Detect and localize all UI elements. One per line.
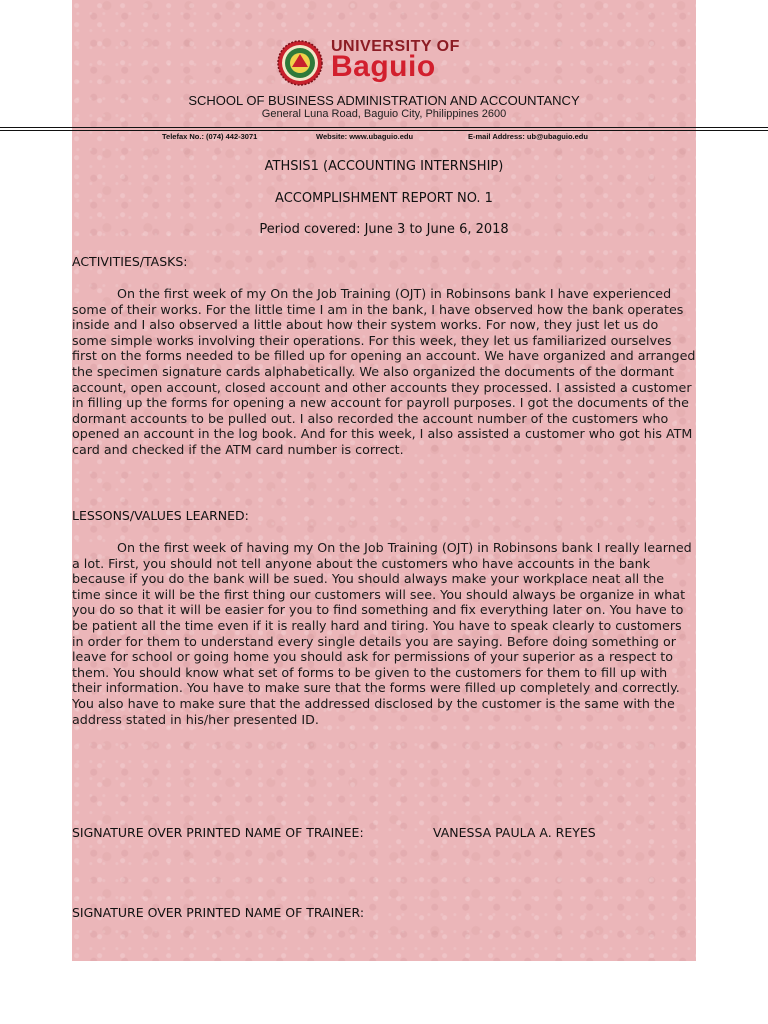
lessons-paragraph: On the first week of having my On the Job Training (OJT) in Robinsons bank I really learned a lot. First, you should not tell anyone about the customers who have accounts in the bank because if you do the bank will be sued. You should always make your workplace neat all the time since it will be the first thing our customers will see. You should always be organize in what you do so that it will be easier for you to find something and fix everything later on. You have to be patient all the time even if it is really hard and tiring. You have to speak clearly to customers in order for them to understand every single details you are saying. Before doing something or leave for school or going home you should ask for permissions of your superior as a respect to them. You should know what set of forms to be given to the customers for them to fill up with their information. You have to make sure that the forms were filled up completely and correctly. You also have to make sure that the addressed disclosed by the customer is the same with the address stated in his/her presented ID. (72, 540, 692, 727)
university-seal-icon (277, 40, 323, 86)
activities-paragraph: On the first week of my On the Job Training (OJT) in Robinsons bank I have experienced some of their works. For the little time I am in the bank, I have observed how the bank operates inside and I also observed a little about how their system works. For now, they just let us do some simple works involving their operations. For this week, they let us familiarized ourselves first on the forms needed to be filled up for opening an account. We have organized and arranged the specimen signature cards alphabetically. We also organized the documents of the dormant account, open account, closed account and other accounts they processed. I assisted a customer in filling up the forms for opening a new account for payroll purposes. I got the documents of the dormant accounts to be pulled out. I also recorded the account number of the customers who opened an account in the log book. And for this week, I also assisted a customer who got his ATM card and checked if the ATM card number is correct. (72, 286, 696, 457)
document-page (72, 0, 696, 961)
course-title: ATHSIS1 (ACCOUNTING INTERNSHIP) (264, 159, 504, 174)
telefax-number: Telefax No.: (074) 442-3071 (162, 132, 258, 141)
trainer-signature-label: SIGNATURE OVER PRINTED NAME OF TRAINER: (72, 905, 365, 920)
period-covered: Period covered: June 3 to June 6, 2018 (259, 222, 509, 237)
header-rule-bottom (0, 130, 768, 131)
university-logo (277, 38, 497, 86)
trainee-name: VANESSA PAULA A. REYES (433, 825, 596, 840)
trainee-signature-label: SIGNATURE OVER PRINTED NAME OF TRAINEE: (72, 825, 364, 840)
website: Website: www.ubaguio.edu (316, 132, 414, 141)
header-rule-top (0, 127, 768, 128)
school-address: General Luna Road, Baguio City, Philippines 2600 (261, 108, 507, 120)
email-address: E-mail Address: ub@ubaguio.edu (468, 132, 588, 141)
lessons-heading: LESSONS/VALUES LEARNED: (72, 508, 249, 523)
report-title: ACCOMPLISHMENT REPORT NO. 1 (275, 191, 493, 206)
activities-heading: ACTIVITIES/TASKS: (72, 254, 188, 269)
logo-baguio: Baguio (331, 50, 436, 83)
school-name: SCHOOL OF BUSINESS ADMINISTRATION AND ACCOUNTANCY (188, 93, 580, 108)
logo-university-of: UNIVERSITY OF (331, 38, 460, 55)
